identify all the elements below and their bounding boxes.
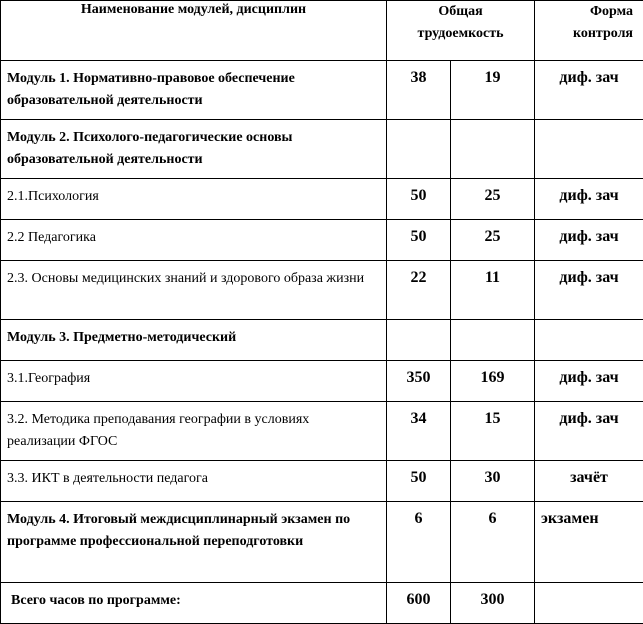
row-control-form [535, 320, 643, 361]
header-total-line2: трудоемкость [387, 23, 534, 45]
row-control-form: зачёт [535, 461, 643, 502]
row-hours-contact [451, 120, 535, 179]
header-total-line1: Общая [387, 1, 534, 23]
header-row [1, 1, 643, 61]
row-hours-total: 34 [387, 402, 451, 461]
total-hours-contact: 300 [451, 583, 535, 624]
row-name: Модуль 1. Нормативно-правовое обеспечение образовательной деятельности [1, 61, 387, 120]
row-control-form: диф. зач [535, 220, 643, 261]
row-control-form: диф. зач [535, 361, 643, 402]
row-name: 3.3. ИКТ в деятельности педагога [1, 461, 387, 502]
header-form-line2: контроля [535, 23, 633, 45]
row-hours-contact: 19 [451, 61, 535, 120]
row-name: Модуль 2. Психолого-педагогические основы образовательной деятельности [1, 120, 387, 179]
row-name: 2.3. Основы медицинских знаний и здорового образа жизни [1, 261, 387, 320]
row-control-form [535, 120, 643, 179]
total-hours: 600 [387, 583, 451, 624]
table-row [1, 120, 643, 179]
table-row [1, 502, 643, 583]
row-hours-contact: 25 [451, 179, 535, 220]
table-row [1, 261, 643, 320]
row-hours-contact [451, 320, 535, 361]
table-row [1, 61, 643, 120]
table-row [1, 361, 643, 402]
header-total [387, 1, 535, 61]
row-name: 3.1.География [1, 361, 387, 402]
row-name: 3.2. Методика преподавания географии в условиях реализации ФГОС [1, 402, 387, 461]
row-hours-contact: 15 [451, 402, 535, 461]
row-name: Модуль 4. Итоговый междисциплинарный экзамен по программе профессиональной переподготовки [1, 502, 387, 583]
row-control-form: диф. зач [535, 261, 643, 320]
header-form-line1: Форма [535, 1, 633, 23]
row-hours-total: 22 [387, 261, 451, 320]
row-hours-contact: 25 [451, 220, 535, 261]
table-row [1, 179, 643, 220]
row-hours-total: 38 [387, 61, 451, 120]
header-form [535, 1, 643, 61]
row-control-form: диф. зач [535, 402, 643, 461]
row-hours-total: 350 [387, 361, 451, 402]
table-row [1, 220, 643, 261]
table-row [1, 461, 643, 502]
header-name [1, 1, 387, 61]
row-hours-total [387, 320, 451, 361]
total-row [1, 583, 643, 624]
table-row [1, 320, 643, 361]
total-label: Всего часов по программе: [1, 583, 387, 624]
row-control-form: диф. зач [535, 179, 643, 220]
row-hours-total [387, 120, 451, 179]
header-name-text: Наименование модулей, дисциплин [81, 2, 306, 17]
row-hours-total: 6 [387, 502, 451, 583]
row-name: 2.1.Психология [1, 179, 387, 220]
row-hours-contact: 30 [451, 461, 535, 502]
row-name: 2.2 Педагогика [1, 220, 387, 261]
row-name: Модуль 3. Предметно-методический [1, 320, 387, 361]
row-control-form: диф. зач [535, 61, 643, 120]
table-row [1, 402, 643, 461]
row-hours-contact: 169 [451, 361, 535, 402]
row-hours-total: 50 [387, 179, 451, 220]
total-control-form [535, 583, 643, 624]
row-control-form: экзамен [535, 502, 643, 583]
row-hours-total: 50 [387, 220, 451, 261]
row-hours-contact: 6 [451, 502, 535, 583]
row-hours-contact: 11 [451, 261, 535, 320]
row-hours-total: 50 [387, 461, 451, 502]
